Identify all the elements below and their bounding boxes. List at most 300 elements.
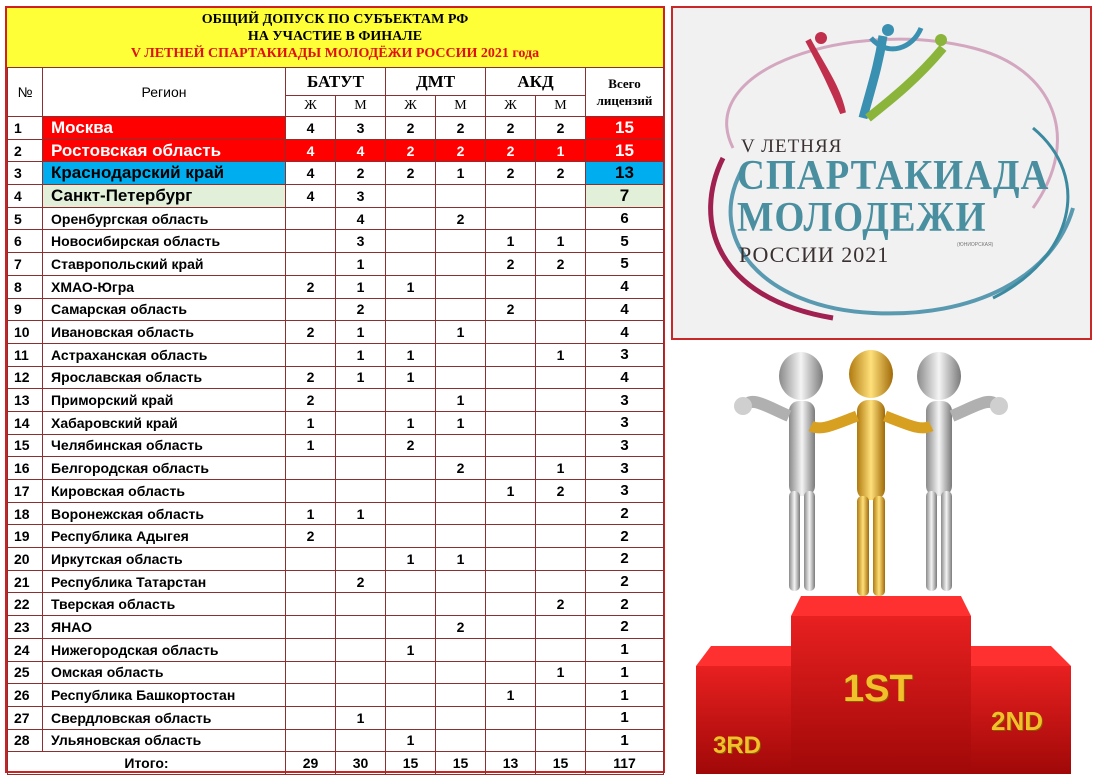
row-value-bj <box>286 638 336 661</box>
row-value-dj: 2 <box>386 117 436 140</box>
row-number: 1 <box>8 117 43 140</box>
table-footer-row <box>8 752 664 775</box>
row-number: 25 <box>8 661 43 684</box>
table-row <box>8 548 664 571</box>
row-total: 3 <box>586 389 664 412</box>
row-value-am <box>536 706 586 729</box>
row-region: Оренбургская область <box>43 207 286 230</box>
row-value-dm: 2 <box>436 457 486 480</box>
table-row <box>8 434 664 457</box>
row-value-bm <box>336 638 386 661</box>
row-region: Ярославская область <box>43 366 286 389</box>
row-value-bm: 3 <box>336 230 386 253</box>
row-value-am <box>536 366 586 389</box>
row-value-am <box>536 207 586 230</box>
row-value-dj <box>386 298 436 321</box>
row-value-dj <box>386 185 436 208</box>
row-number: 6 <box>8 230 43 253</box>
row-number: 20 <box>8 548 43 571</box>
table-row <box>8 321 664 344</box>
row-value-aj: 2 <box>486 162 536 185</box>
row-value-bm <box>336 457 386 480</box>
row-value-bm <box>336 434 386 457</box>
table-title <box>7 8 663 68</box>
row-value-bj <box>286 298 336 321</box>
row-value-aj <box>486 570 536 593</box>
row-value-dj <box>386 661 436 684</box>
row-value-bm: 4 <box>336 207 386 230</box>
row-value-dj: 2 <box>386 434 436 457</box>
table-row <box>8 275 664 298</box>
row-region: Ивановская область <box>43 321 286 344</box>
license-table-panel <box>5 6 665 773</box>
table-row <box>8 230 664 253</box>
row-number: 12 <box>8 366 43 389</box>
row-region: Челябинская область <box>43 434 286 457</box>
header-sub-f: Ж <box>386 96 436 117</box>
row-region: Ульяновская область <box>43 729 286 752</box>
table-body <box>8 117 664 752</box>
spartakiad-logo-panel <box>671 6 1092 340</box>
row-value-dj <box>386 207 436 230</box>
row-value-aj: 2 <box>486 298 536 321</box>
podium-label-first: 1ST <box>843 668 913 710</box>
row-total: 3 <box>586 411 664 434</box>
row-value-am <box>536 321 586 344</box>
row-value-bj <box>286 706 336 729</box>
row-value-aj <box>486 616 536 639</box>
row-value-am: 1 <box>536 139 586 162</box>
row-region: Республика Татарстан <box>43 570 286 593</box>
row-value-dj <box>386 525 436 548</box>
row-value-aj <box>486 706 536 729</box>
table-row <box>8 185 664 208</box>
footer-cell: 29 <box>286 752 336 775</box>
row-total: 6 <box>586 207 664 230</box>
row-number: 15 <box>8 434 43 457</box>
row-value-am <box>536 525 586 548</box>
row-value-aj <box>486 343 536 366</box>
row-value-am <box>536 548 586 571</box>
header-sub-m: М <box>336 96 386 117</box>
row-total: 1 <box>586 684 664 707</box>
row-value-bm <box>336 389 386 412</box>
row-region: ХМАО-Югра <box>43 275 286 298</box>
row-value-bj <box>286 253 336 276</box>
row-value-am: 2 <box>536 480 586 503</box>
row-region: Краснодарский край <box>43 162 286 185</box>
row-region: Санкт-Петербург <box>43 185 286 208</box>
row-value-bj <box>286 548 336 571</box>
row-value-dj <box>386 684 436 707</box>
row-value-bm <box>336 729 386 752</box>
row-value-dj <box>386 502 436 525</box>
row-value-am <box>536 502 586 525</box>
row-value-bj <box>286 729 336 752</box>
row-number: 28 <box>8 729 43 752</box>
row-value-aj <box>486 593 536 616</box>
row-total: 3 <box>586 343 664 366</box>
row-value-aj <box>486 434 536 457</box>
row-total: 4 <box>586 298 664 321</box>
row-number: 19 <box>8 525 43 548</box>
podium-illustration <box>671 346 1092 774</box>
row-value-aj <box>486 366 536 389</box>
logo-line-4: РОССИИ 2021 <box>739 242 890 267</box>
row-value-dm <box>436 230 486 253</box>
row-value-bm: 3 <box>336 185 386 208</box>
row-value-aj <box>486 548 536 571</box>
row-total: 3 <box>586 457 664 480</box>
row-value-dm <box>436 185 486 208</box>
row-value-dm <box>436 570 486 593</box>
row-total: 4 <box>586 275 664 298</box>
row-total: 1 <box>586 638 664 661</box>
row-value-aj <box>486 457 536 480</box>
row-value-dm <box>436 593 486 616</box>
row-region: Самарская область <box>43 298 286 321</box>
row-number: 23 <box>8 616 43 639</box>
header-sub-f: Ж <box>486 96 536 117</box>
row-value-bj <box>286 457 336 480</box>
table-row <box>8 502 664 525</box>
row-number: 4 <box>8 185 43 208</box>
row-region: Тверская область <box>43 593 286 616</box>
row-value-aj <box>486 389 536 412</box>
row-value-bj: 4 <box>286 139 336 162</box>
row-number: 18 <box>8 502 43 525</box>
row-value-bj: 1 <box>286 434 336 457</box>
table-row <box>8 162 664 185</box>
footer-cell: 30 <box>336 752 386 775</box>
row-value-bm: 3 <box>336 117 386 140</box>
footer-cell: 15 <box>386 752 436 775</box>
table-row <box>8 706 664 729</box>
row-value-dj <box>386 457 436 480</box>
row-region: Омская область <box>43 661 286 684</box>
row-value-aj: 2 <box>486 139 536 162</box>
row-number: 24 <box>8 638 43 661</box>
row-value-dj: 2 <box>386 162 436 185</box>
row-value-bm <box>336 548 386 571</box>
row-number: 16 <box>8 457 43 480</box>
row-total: 3 <box>586 480 664 503</box>
row-total: 15 <box>586 139 664 162</box>
row-value-dj: 1 <box>386 343 436 366</box>
header-row-groups <box>8 68 664 96</box>
row-total: 15 <box>586 117 664 140</box>
row-region: Приморский край <box>43 389 286 412</box>
table-row <box>8 457 664 480</box>
row-value-am <box>536 729 586 752</box>
row-value-dm <box>436 706 486 729</box>
row-region: Иркутская область <box>43 548 286 571</box>
row-value-bm: 4 <box>336 139 386 162</box>
row-value-dm <box>436 729 486 752</box>
row-value-bj: 2 <box>286 525 336 548</box>
row-value-bm: 1 <box>336 706 386 729</box>
row-number: 13 <box>8 389 43 412</box>
row-value-aj <box>486 525 536 548</box>
row-value-am <box>536 570 586 593</box>
row-value-bj <box>286 207 336 230</box>
logo-small-text: (ЮНИОРСКАЯ) <box>957 242 994 248</box>
row-value-am <box>536 616 586 639</box>
table-row <box>8 139 664 162</box>
row-value-aj <box>486 411 536 434</box>
table-row <box>8 661 664 684</box>
row-total: 5 <box>586 253 664 276</box>
row-total: 5 <box>586 230 664 253</box>
header-dmt: ДМТ <box>386 68 486 96</box>
row-number: 7 <box>8 253 43 276</box>
row-value-bj: 2 <box>286 366 336 389</box>
row-value-aj <box>486 185 536 208</box>
row-number: 5 <box>8 207 43 230</box>
row-value-bm: 1 <box>336 275 386 298</box>
row-value-dm <box>436 434 486 457</box>
row-value-bm <box>336 411 386 434</box>
row-number: 27 <box>8 706 43 729</box>
row-value-bj <box>286 480 336 503</box>
row-value-am <box>536 411 586 434</box>
row-region: Ставропольский край <box>43 253 286 276</box>
table-row <box>8 366 664 389</box>
row-value-dm: 2 <box>436 616 486 639</box>
row-value-bm: 1 <box>336 343 386 366</box>
footer-cell: 15 <box>436 752 486 775</box>
logo-line-2: СПАРТАКИАДА <box>737 153 1050 199</box>
row-value-aj: 1 <box>486 480 536 503</box>
row-region: Нижегородская область <box>43 638 286 661</box>
podium-label-third: 3RD <box>713 732 762 759</box>
row-total: 3 <box>586 434 664 457</box>
row-value-bj: 4 <box>286 117 336 140</box>
row-value-dm <box>436 480 486 503</box>
row-value-bm: 2 <box>336 298 386 321</box>
row-value-dm: 1 <box>436 321 486 344</box>
row-total: 7 <box>586 185 664 208</box>
row-region: Ростовская область <box>43 139 286 162</box>
table-row <box>8 525 664 548</box>
table-row <box>8 593 664 616</box>
row-value-bm <box>336 593 386 616</box>
table-row <box>8 570 664 593</box>
row-total: 2 <box>586 502 664 525</box>
row-value-aj <box>486 207 536 230</box>
row-total: 2 <box>586 548 664 571</box>
title-line-3: V ЛЕТНЕЙ СПАРТАКИАДЫ МОЛОДЁЖИ РОССИИ 2021 года <box>130 46 540 61</box>
title-line-1: ОБЩИЙ ДОПУСК ПО СУБЪЕКТАМ РФ <box>201 12 469 27</box>
row-number: 3 <box>8 162 43 185</box>
row-total: 2 <box>586 525 664 548</box>
row-value-dj: 1 <box>386 729 436 752</box>
logo-line-3: МОЛОДЕЖИ <box>737 195 987 241</box>
row-value-am: 1 <box>536 457 586 480</box>
row-region: Республика Башкортостан <box>43 684 286 707</box>
footer-cell: 15 <box>536 752 586 775</box>
row-number: 2 <box>8 139 43 162</box>
row-value-bj: 2 <box>286 275 336 298</box>
row-number: 22 <box>8 593 43 616</box>
row-value-aj: 2 <box>486 253 536 276</box>
row-value-dm: 1 <box>436 389 486 412</box>
row-value-bm <box>336 525 386 548</box>
row-value-bj <box>286 593 336 616</box>
row-value-dm <box>436 366 486 389</box>
row-value-dj: 2 <box>386 139 436 162</box>
row-number: 17 <box>8 480 43 503</box>
row-value-dm <box>436 502 486 525</box>
row-value-dj <box>386 253 436 276</box>
table-row <box>8 729 664 752</box>
row-value-am: 2 <box>536 117 586 140</box>
row-value-dm: 2 <box>436 207 486 230</box>
row-value-bj: 2 <box>286 389 336 412</box>
table-row <box>8 207 664 230</box>
row-number: 10 <box>8 321 43 344</box>
title-line-2: НА УЧАСТИЕ В ФИНАЛЕ <box>247 29 423 44</box>
row-total: 4 <box>586 321 664 344</box>
row-value-am: 2 <box>536 162 586 185</box>
row-region: Воронежская область <box>43 502 286 525</box>
row-value-aj <box>486 661 536 684</box>
row-value-dm <box>436 253 486 276</box>
row-value-dj: 1 <box>386 638 436 661</box>
row-value-bj <box>286 343 336 366</box>
row-number: 9 <box>8 298 43 321</box>
row-value-am <box>536 434 586 457</box>
license-table <box>7 67 664 775</box>
row-value-dm: 1 <box>436 162 486 185</box>
row-value-dj: 1 <box>386 366 436 389</box>
footer-total: 117 <box>586 752 664 775</box>
row-value-am <box>536 185 586 208</box>
row-value-bj <box>286 570 336 593</box>
table-row <box>8 253 664 276</box>
row-value-aj <box>486 638 536 661</box>
table-row <box>8 411 664 434</box>
row-value-am: 1 <box>536 230 586 253</box>
row-region: Астраханская область <box>43 343 286 366</box>
row-number: 8 <box>8 275 43 298</box>
header-num: № <box>8 68 43 117</box>
row-value-dj: 1 <box>386 548 436 571</box>
row-value-aj <box>486 502 536 525</box>
table-row <box>8 343 664 366</box>
silver-figure-right <box>917 352 1008 591</box>
row-value-aj: 1 <box>486 230 536 253</box>
row-total: 2 <box>586 616 664 639</box>
table-row <box>8 117 664 140</box>
header-region: Регион <box>43 68 286 117</box>
table-row <box>8 684 664 707</box>
footer-cell: 13 <box>486 752 536 775</box>
row-value-bj <box>286 230 336 253</box>
row-value-dj <box>386 570 436 593</box>
row-value-bj: 1 <box>286 411 336 434</box>
row-value-dj <box>386 593 436 616</box>
row-value-dm: 1 <box>436 411 486 434</box>
row-value-bm: 1 <box>336 366 386 389</box>
table-row <box>8 389 664 412</box>
row-value-aj <box>486 275 536 298</box>
gold-figure-center <box>811 350 931 596</box>
header-sub-m: М <box>436 96 486 117</box>
row-value-am: 2 <box>536 253 586 276</box>
row-value-bm: 1 <box>336 321 386 344</box>
row-value-dm <box>436 684 486 707</box>
row-value-aj <box>486 729 536 752</box>
row-value-dj: 1 <box>386 275 436 298</box>
row-value-bj <box>286 684 336 707</box>
row-value-aj: 1 <box>486 684 536 707</box>
row-region: Кировская область <box>43 480 286 503</box>
header-sub-m: М <box>536 96 586 117</box>
row-number: 21 <box>8 570 43 593</box>
row-region: Свердловская область <box>43 706 286 729</box>
row-value-bm <box>336 661 386 684</box>
row-value-bm: 2 <box>336 570 386 593</box>
row-number: 26 <box>8 684 43 707</box>
table-row <box>8 616 664 639</box>
row-value-am <box>536 298 586 321</box>
row-value-bm <box>336 684 386 707</box>
row-value-dj <box>386 616 436 639</box>
table-row <box>8 480 664 503</box>
row-number: 11 <box>8 343 43 366</box>
row-region: Хабаровский край <box>43 411 286 434</box>
row-value-dj <box>386 706 436 729</box>
header-sub-f: Ж <box>286 96 336 117</box>
row-total: 1 <box>586 661 664 684</box>
row-region: Республика Адыгея <box>43 525 286 548</box>
row-value-dm <box>436 298 486 321</box>
footer-label: Итого: <box>8 752 286 775</box>
row-value-bm <box>336 616 386 639</box>
silver-figure-left <box>734 352 823 591</box>
row-total: 4 <box>586 366 664 389</box>
row-region: Новосибирская область <box>43 230 286 253</box>
row-value-bm: 1 <box>336 253 386 276</box>
row-value-dj <box>386 480 436 503</box>
row-region: ЯНАО <box>43 616 286 639</box>
row-region: Москва <box>43 117 286 140</box>
row-value-dj: 1 <box>386 411 436 434</box>
logo-line-1: V ЛЕТНЯЯ <box>741 136 843 157</box>
row-value-am: 2 <box>536 593 586 616</box>
row-value-bj: 2 <box>286 321 336 344</box>
row-total: 2 <box>586 593 664 616</box>
row-number: 14 <box>8 411 43 434</box>
row-value-bm: 1 <box>336 502 386 525</box>
row-value-dm: 1 <box>436 548 486 571</box>
header-akd: АКД <box>486 68 586 96</box>
row-value-am <box>536 275 586 298</box>
row-value-bj <box>286 616 336 639</box>
row-value-dj <box>386 389 436 412</box>
row-value-aj <box>486 321 536 344</box>
row-value-bj <box>286 661 336 684</box>
row-total: 2 <box>586 570 664 593</box>
podium-label-second: 2ND <box>991 706 1044 736</box>
table-row <box>8 298 664 321</box>
row-value-dm <box>436 275 486 298</box>
header-total: Всего лицензий <box>586 68 664 117</box>
row-value-dj <box>386 321 436 344</box>
table-row <box>8 638 664 661</box>
row-value-bm: 2 <box>336 162 386 185</box>
